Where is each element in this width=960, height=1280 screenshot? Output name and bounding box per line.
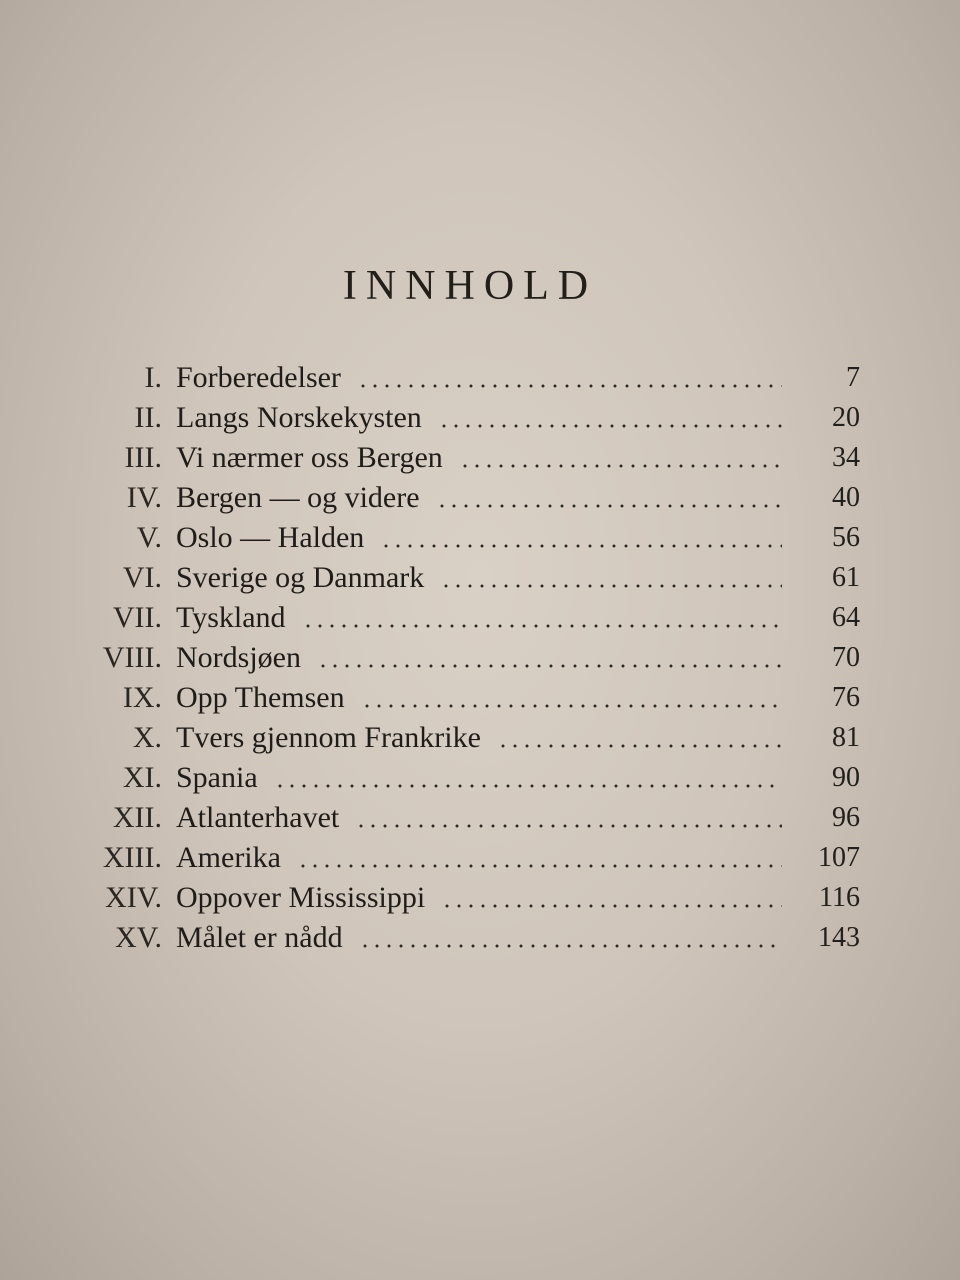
chapter-title-area (176, 761, 796, 795)
page-number: 81 (832, 722, 860, 753)
chapter-title: Vi nærmer oss Bergen (176, 441, 443, 474)
chapter-number: XII. (112, 801, 162, 834)
chapter-title: Amerika (176, 841, 281, 874)
chapter-number: XV. (115, 921, 162, 954)
toc-entry (90, 678, 860, 718)
toc-entry (90, 798, 860, 838)
chapter-number: XI. (122, 761, 162, 794)
toc-entry (90, 598, 860, 638)
dot-leader (359, 923, 782, 953)
toc-entry (90, 438, 860, 478)
dot-leader (317, 643, 782, 673)
page-number: 20 (832, 402, 860, 433)
chapter-title-area (176, 801, 796, 835)
page-number: 7 (846, 362, 860, 393)
dot-leader (357, 363, 782, 393)
dot-leader (497, 723, 782, 753)
chapter-title: Spania (176, 761, 258, 794)
chapter-title-area (176, 361, 796, 395)
page-number: 90 (832, 762, 860, 793)
dot-leader (438, 403, 782, 433)
chapter-title: Forberedelser (176, 361, 341, 394)
page-number: 34 (832, 442, 860, 473)
page-number: 70 (832, 642, 860, 673)
chapter-title-area (176, 881, 796, 915)
dot-leader (274, 763, 782, 793)
page-number: 76 (832, 682, 860, 713)
dot-leader (440, 563, 782, 593)
chapter-title-area (176, 441, 796, 475)
page-number: 107 (818, 842, 860, 873)
chapter-title-area (176, 641, 796, 675)
page-number: 116 (819, 882, 860, 913)
chapter-number: VI. (122, 561, 162, 594)
chapter-number: IX. (122, 681, 162, 714)
toc-entry (90, 718, 860, 758)
chapter-title: Opp Themsen (176, 681, 345, 714)
dot-leader (459, 443, 782, 473)
chapter-number: VII. (112, 601, 162, 634)
page-number: 143 (818, 922, 860, 953)
dot-leader (355, 803, 782, 833)
toc-entry (90, 638, 860, 678)
chapter-title-area (176, 561, 796, 595)
page-number: 61 (832, 562, 860, 593)
chapter-number: II. (134, 401, 162, 434)
page-number: 40 (832, 482, 860, 513)
chapter-number: X. (132, 721, 162, 754)
chapter-number: IV. (126, 481, 162, 514)
dot-leader (297, 843, 782, 873)
toc-entry (90, 918, 860, 958)
chapter-title: Atlanterhavet (176, 801, 340, 834)
chapter-title-area (176, 521, 796, 555)
toc-entry (90, 558, 860, 598)
chapter-title-area (176, 601, 796, 635)
dot-leader (380, 523, 782, 553)
chapter-title-area (176, 681, 796, 715)
toc-entry (90, 518, 860, 558)
chapter-number: III. (124, 441, 162, 474)
chapter-number: XIV. (105, 881, 162, 914)
chapter-title: Langs Norskekysten (176, 401, 422, 434)
page-number: 56 (832, 522, 860, 553)
chapter-title: Oppover Mississippi (176, 881, 426, 914)
toc-entry (90, 878, 860, 918)
chapter-number: VIII. (102, 641, 162, 674)
dot-leader (436, 483, 782, 513)
chapter-number: I. (144, 361, 162, 394)
chapter-number: XIII. (102, 841, 162, 874)
toc-entry (90, 758, 860, 798)
chapter-title-area (176, 401, 796, 435)
chapter-title: Sverige og Danmark (176, 561, 425, 594)
toc-entry (90, 398, 860, 438)
chapter-title: Bergen — og videre (176, 481, 420, 514)
dot-leader (302, 603, 782, 633)
toc-entry (90, 358, 860, 398)
chapter-title: Oslo — Halden (176, 521, 365, 554)
chapter-title: Tyskland (176, 601, 286, 634)
page-title: INNHOLD (342, 263, 598, 309)
chapter-title-area (176, 481, 796, 515)
chapter-title-area (176, 921, 796, 955)
dot-leader (361, 683, 782, 713)
toc-entry (90, 838, 860, 878)
chapter-title: Målet er nådd (176, 921, 343, 954)
chapter-number: V. (136, 521, 162, 554)
toc-entry (90, 478, 860, 518)
chapter-title: Tvers gjennom Frankrike (176, 721, 481, 754)
page-number: 64 (832, 602, 860, 633)
dot-leader (441, 883, 782, 913)
page-number: 96 (832, 802, 860, 833)
table-of-contents (90, 358, 860, 958)
chapter-title-area (176, 721, 796, 755)
chapter-title: Nordsjøen (176, 641, 301, 674)
chapter-title-area (176, 841, 796, 875)
